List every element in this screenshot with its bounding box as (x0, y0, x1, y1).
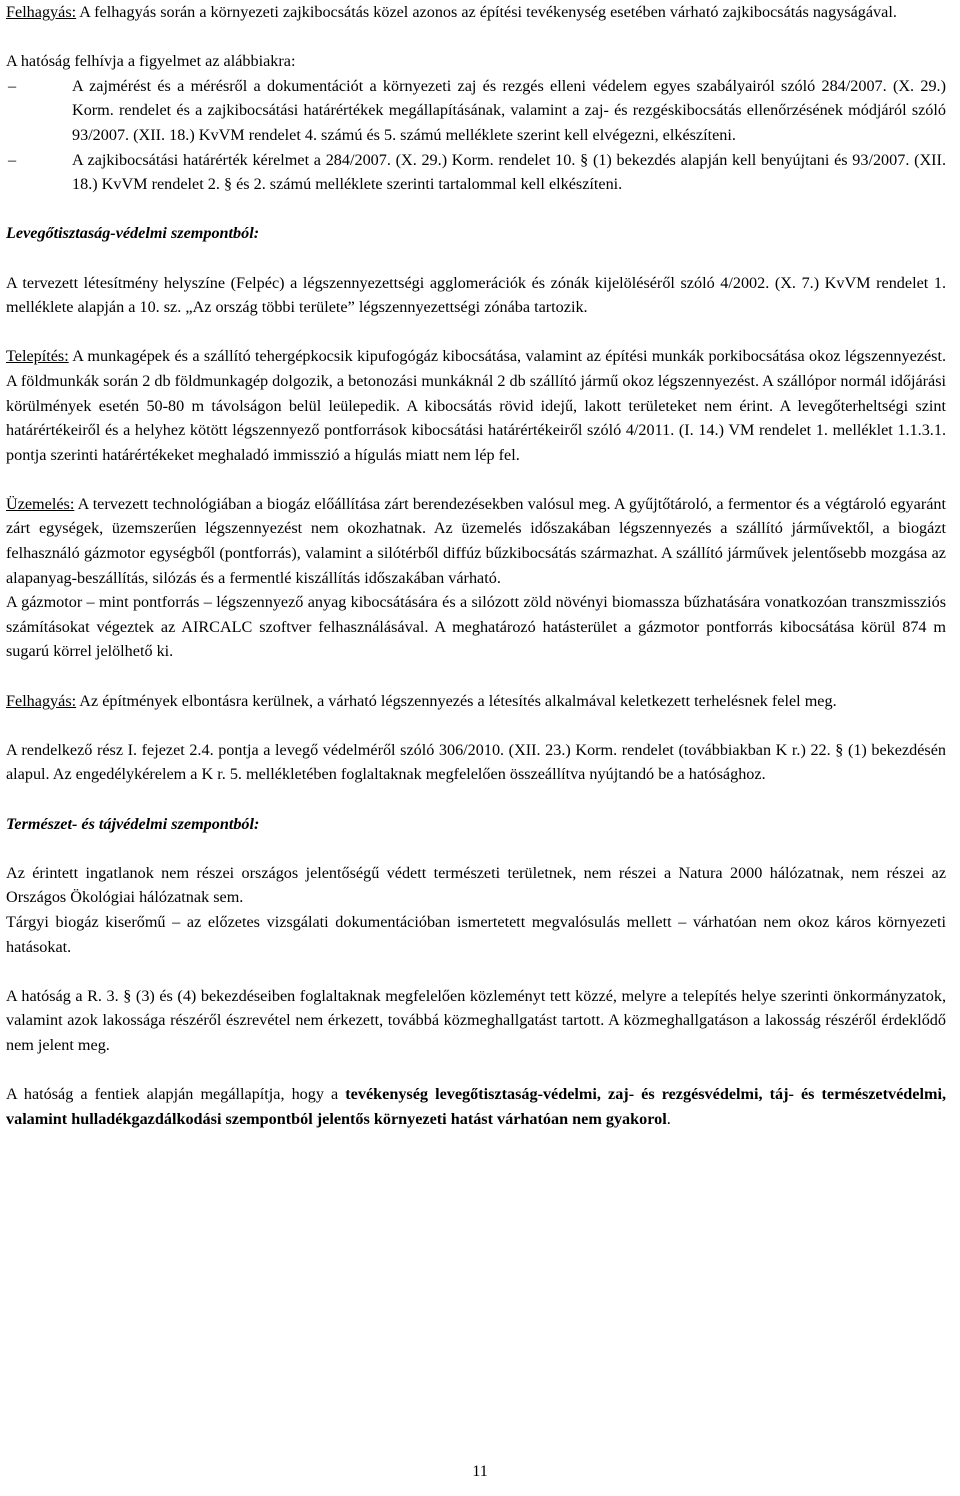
list-item-text: A zajkibocsátási határérték kérelmet a 284/2007. (X. 29.) Korm. rendelet 10. § (1) bekezdés alapján kell benyújtani és 93/2007. (XII. 18.) KvVM rendelet 2. § és 2. számú melléklete szerinti tartalommal kell elkészíteni. (72, 150, 946, 194)
conclusion-paragraph (6, 1082, 946, 1131)
kozmeghallgatas-paragraph: A hatóság a R. 3. § (3) és (4) bekezdéseiben foglaltaknak megfelelően közleményt tett közzé, melyre a telepítés helye szerinti önkormányzatok, valamint azok lakossága részéről észrevétel nem érkezett, továbbá közmeghallgatást tartott. A közmeghallgatáson a lakosság részéről érdeklődő nem jelent meg. (6, 986, 946, 1054)
notice-intro: A hatóság felhívja a figyelmet az alábbiakra: (6, 52, 296, 71)
paragraph-text: A munkagépek és a szállító tehergépkocsik kipufogógáz kibocsátása, valamint az építési munkák porkibocsátása okoz légszennyezést. A földmunkák során 2 db földmunkagép dolgozik, a betonozási munkáknál 2 db szállító jármű okoz légszennyezést. A szállópor normál időjárási körülmények esetén 50-80 m távolságon belül leülepedik. A kibocsátás rövid idejű, lakott területeket nem érint. A levegőterheltségi szint határértékeiről és a helyhez kötött légszennyező pontforrások kibocsátási határértékeiről szóló 4/2011. (I. 14.) VM rendelet 1. melléklet 1.1.3.1. pontja szerinti határértékeket meghaladó immisszió a hígulás miatt nem lép fel. (6, 347, 947, 464)
felhagyas-levego-paragraph (6, 689, 946, 714)
paragraph-label: Telepítés: (6, 347, 69, 366)
paragraph-label: Felhagyás: (6, 691, 77, 710)
kiseromu-paragraph: Tárgyi biogáz kiserőmű – az előzetes vizsgálati dokumentációban ismertetett megvalósulás mellett – várhatóan nem okoz káros környezeti hatásokat. (6, 912, 946, 956)
section-heading-termeszet: Természet- és tájvédelmi szempontból: (6, 814, 260, 833)
list-item-text: A zajmérést és a mérésről a dokumentációt a környezeti zaj és rezgés elleni védelem egyes szabályairól szóló 284/2007. (X. 29.) Korm. rendelet és a zajkibocsátási határértékek megállapításának, valamint a zaj- és rezgéskibocsátás ellenőrzésének módjáról szóló 93/2007. (XII. 18.) KvVM rendelet 4. számú és 5. számú melléklete szerint kell elvégezni, elkészíteni. (72, 76, 946, 144)
paragraph-text: A felhagyás során a környezeti zajkibocsátás közel azonos az építési tevékenység esetében várható zajkibocsátás nagyságával. (76, 3, 897, 21)
paragraph-label: Üzemelés: (6, 494, 75, 513)
document-page (6, 0, 946, 1131)
felhagyas-zaj-paragraph (6, 0, 946, 25)
paragraph-text: A tervezett technológiában a biogáz előállítása zárt berendezésekben valósul meg. A gyűjtőtároló, a fermentor és a végtároló egyaránt zárt egységek, üzemszerűen légszennyezést nem okozhatnak. Az üzemelés időszakában légszennyezés a szállító járművektől, a biogázt felhasználó gázmotor egységből (pontforrás), valamint a silótérből diffúz bűzkibocsátás származhat. A szállító járművek jelentősebb mozgása az alapanyag-beszállítás, silózás és a fermentlé kiszállítás időszakában várható. (6, 494, 946, 587)
conclusion-end: . (666, 1109, 671, 1128)
list-item (6, 74, 946, 148)
paragraph-text: Az építmények elbontásra kerülnek, a várható légszennyezés a létesítés alkalmával keletkezett terhelésnek felel meg. (76, 691, 837, 710)
uzemeles-paragraph (6, 492, 946, 590)
telepites-paragraph (6, 344, 946, 467)
gazmotor-paragraph: A gázmotor – mint pontforrás – légszennyező anyag kibocsátására és a silózott zöld növényi biomassza bűzhatására vonatkozóan transzmissziós számításokat végeztek az AIRCALC szoftver felhasználásával. A meghatározó hatásterület a gázmotor pontforrás kibocsátása körül 874 m sugarú körrel jelölhető ki. (6, 593, 946, 661)
paragraph-label: Felhagyás: (6, 3, 77, 21)
list-item (6, 148, 946, 197)
dash-bullet: – (8, 150, 17, 169)
zone-paragraph: A tervezett létesítmény helyszíne (Felpéc) a légszennyezettségi agglomerációk és zónák kijelöléséről szóló 4/2002. (X. 7.) KvVM rendelet 1. melléklete alapján a 10. sz. „Az ország többi területe” légszennyezettségi zónába tartozik. (6, 273, 946, 317)
section-heading-levego: Levegőtisztaság-védelmi szempontból: (6, 224, 260, 243)
conclusion-start: A hatóság a fentiek alapján megállapítja, hogy a (6, 1085, 346, 1104)
rendelkezo-paragraph: A rendelkező rész I. fejezet 2.4. pontja a levegő védelméről szóló 306/2010. (XII. 23.) Korm. rendelet (továbbiakban K r.) 22. § (1) bekezdésén alapul. Az engedélykérelem a K r. 5. mellékletében foglaltaknak megfelelően összeállítva nyújtandó be a hatósághoz. (6, 740, 946, 784)
notice-list (6, 74, 946, 197)
page-number: 11 (472, 1462, 488, 1480)
natura-paragraph: Az érintett ingatlanok nem részei országos jelentőségű védett természeti területnek, nem részei a Natura 2000 hálózatnak, nem részei az Országos Ökológiai hálózatnak sem. (6, 863, 946, 907)
dash-bullet: – (8, 76, 17, 95)
conclusion-bold: tevékenység levegőtisztaság-védelmi, zaj- és rezgésvédelmi, táj- és természetvédelmi, valamint hulladékgazdálkodási szempontból jelentős környezeti hatást várhatóan nem gyakorol (6, 1085, 946, 1128)
